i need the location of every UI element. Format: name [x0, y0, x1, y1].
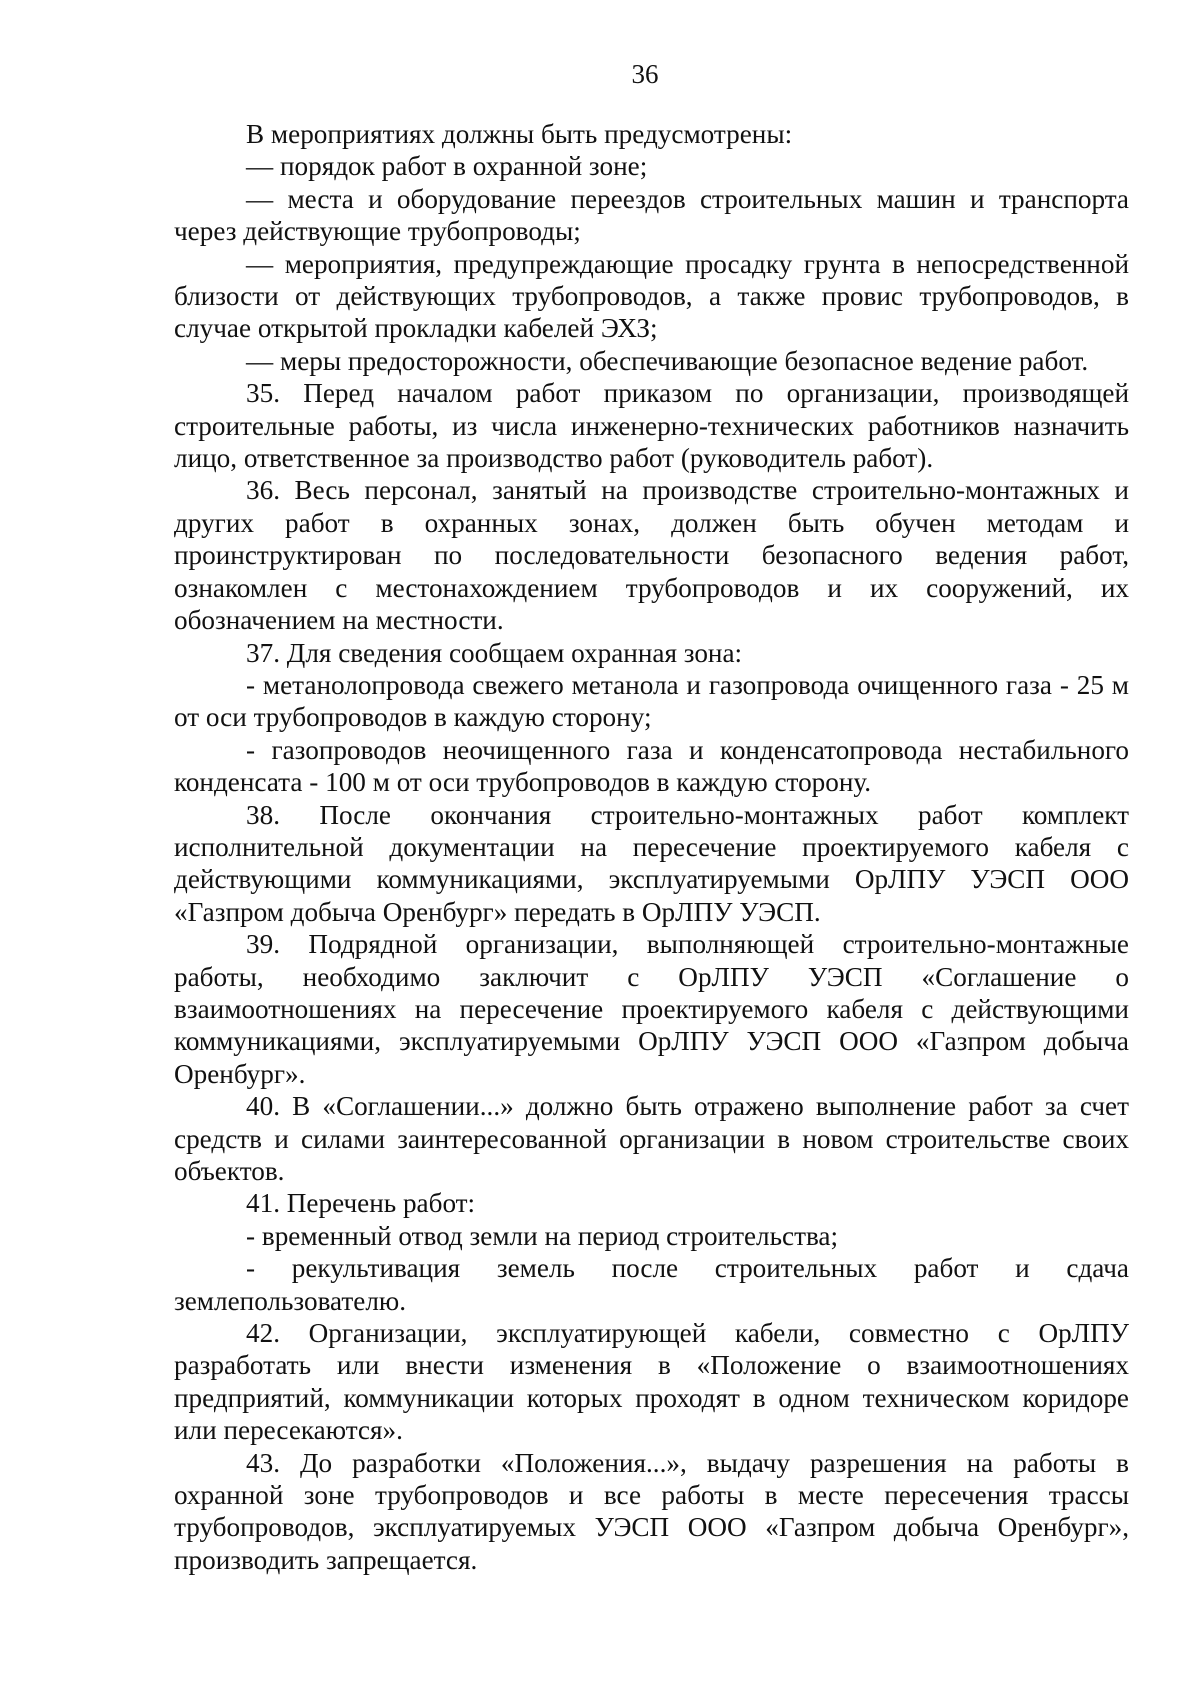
page-number: 36	[631, 59, 659, 89]
paragraph-40: 40. В «Соглашении...» должно быть отражено выполнение работ за счет средств и силами заинтересованной организации в новом строительстве своих объектов.	[174, 1091, 1129, 1186]
list-item: - временный отвод земли на период строительства;	[246, 1220, 839, 1251]
paragraph-37: 37. Для сведения сообщаем охранная зона:	[246, 637, 743, 668]
list-item: - газопроводов неочищенного газа и конденсатопровода нестабильного конденсата - 100 м от оси трубопроводов в каждую сторону.	[174, 734, 1129, 798]
list-item: — мероприятия, предупреждающие просадку грунта в непосредственной близости от действующих трубопроводов, а также провис трубопроводов, в случае открытой прокладки кабелей ЭХЗ;	[174, 248, 1129, 344]
paragraph-35: 35. Перед началом работ приказом по организации, производящей строительные работы, из числа инженерно-технических работников назначить лицо, ответственное за производство работ (руководитель работ).	[174, 378, 1129, 474]
paragraph-38: 38. После окончания строительно-монтажных работ комплект исполнительной документации на пересечение проектируемого кабеля с действующими коммуникациями, эксплуатируемыми ОрЛПУ УЭСП ООО «Газпром добыча Оренбург» передать в ОрЛПУ УЭСП.	[174, 799, 1129, 927]
list-item: — меры предосторожности, обеспечивающие безопасное ведение работ.	[246, 345, 1089, 376]
intro-paragraph: В мероприятиях должны быть предусмотрены:	[246, 119, 793, 149]
paragraph-36: 36. Весь персонал, занятый на производстве строительно-монтажных и других работ в охранных зонах, должен быть обучен методам и проинструктирован по последовательности безопасного ведения работ, ознакомлен с местонахождением трубопроводов и их сооружений, их обозначением на местности.	[174, 475, 1129, 636]
paragraph-39: 39. Подрядной организации, выполняющей строительно-монтажные работы, необходимо заключит с ОрЛПУ УЭСП «Соглашение о взаимоотношениях на пересечение проектируемого кабеля с действующими коммуникациями, эксплуатируемыми ОрЛПУ УЭСП ООО «Газпром добыча Оренбург».	[174, 929, 1129, 1089]
paragraph-42: 42. Организации, эксплуатирующей кабели, совместно с ОрЛПУ разработать или внести изменения в «Положение о взаимоотношениях предприятий, коммуникации которых проходят в одном техническом коридоре или пересекаются».	[174, 1318, 1129, 1446]
paragraph-41: 41. Перечень работ:	[246, 1188, 476, 1219]
list-item: — места и оборудование переездов строительных машин и транспорта через действующие трубопроводы;	[174, 183, 1129, 247]
list-item: — порядок работ в охранной зоне;	[246, 151, 648, 182]
document-body	[174, 118, 1129, 1576]
list-item: - рекультивация земель после строительных работ и сдача землепользователю.	[174, 1253, 1129, 1316]
paragraph-43: 43. До разработки «Положения...», выдачу разрешения на работы в охранной зоне трубопроводов и все работы в месте пересечения трассы трубопроводов, эксплуатируемых УЭСП ООО «Газпром добыча Оренбург», производить запрещается.	[174, 1447, 1129, 1575]
list-item: - метанолопровода свежего метанола и газопровода очищенного газа - 25 м от оси трубопроводов в каждую сторону;	[174, 669, 1129, 733]
